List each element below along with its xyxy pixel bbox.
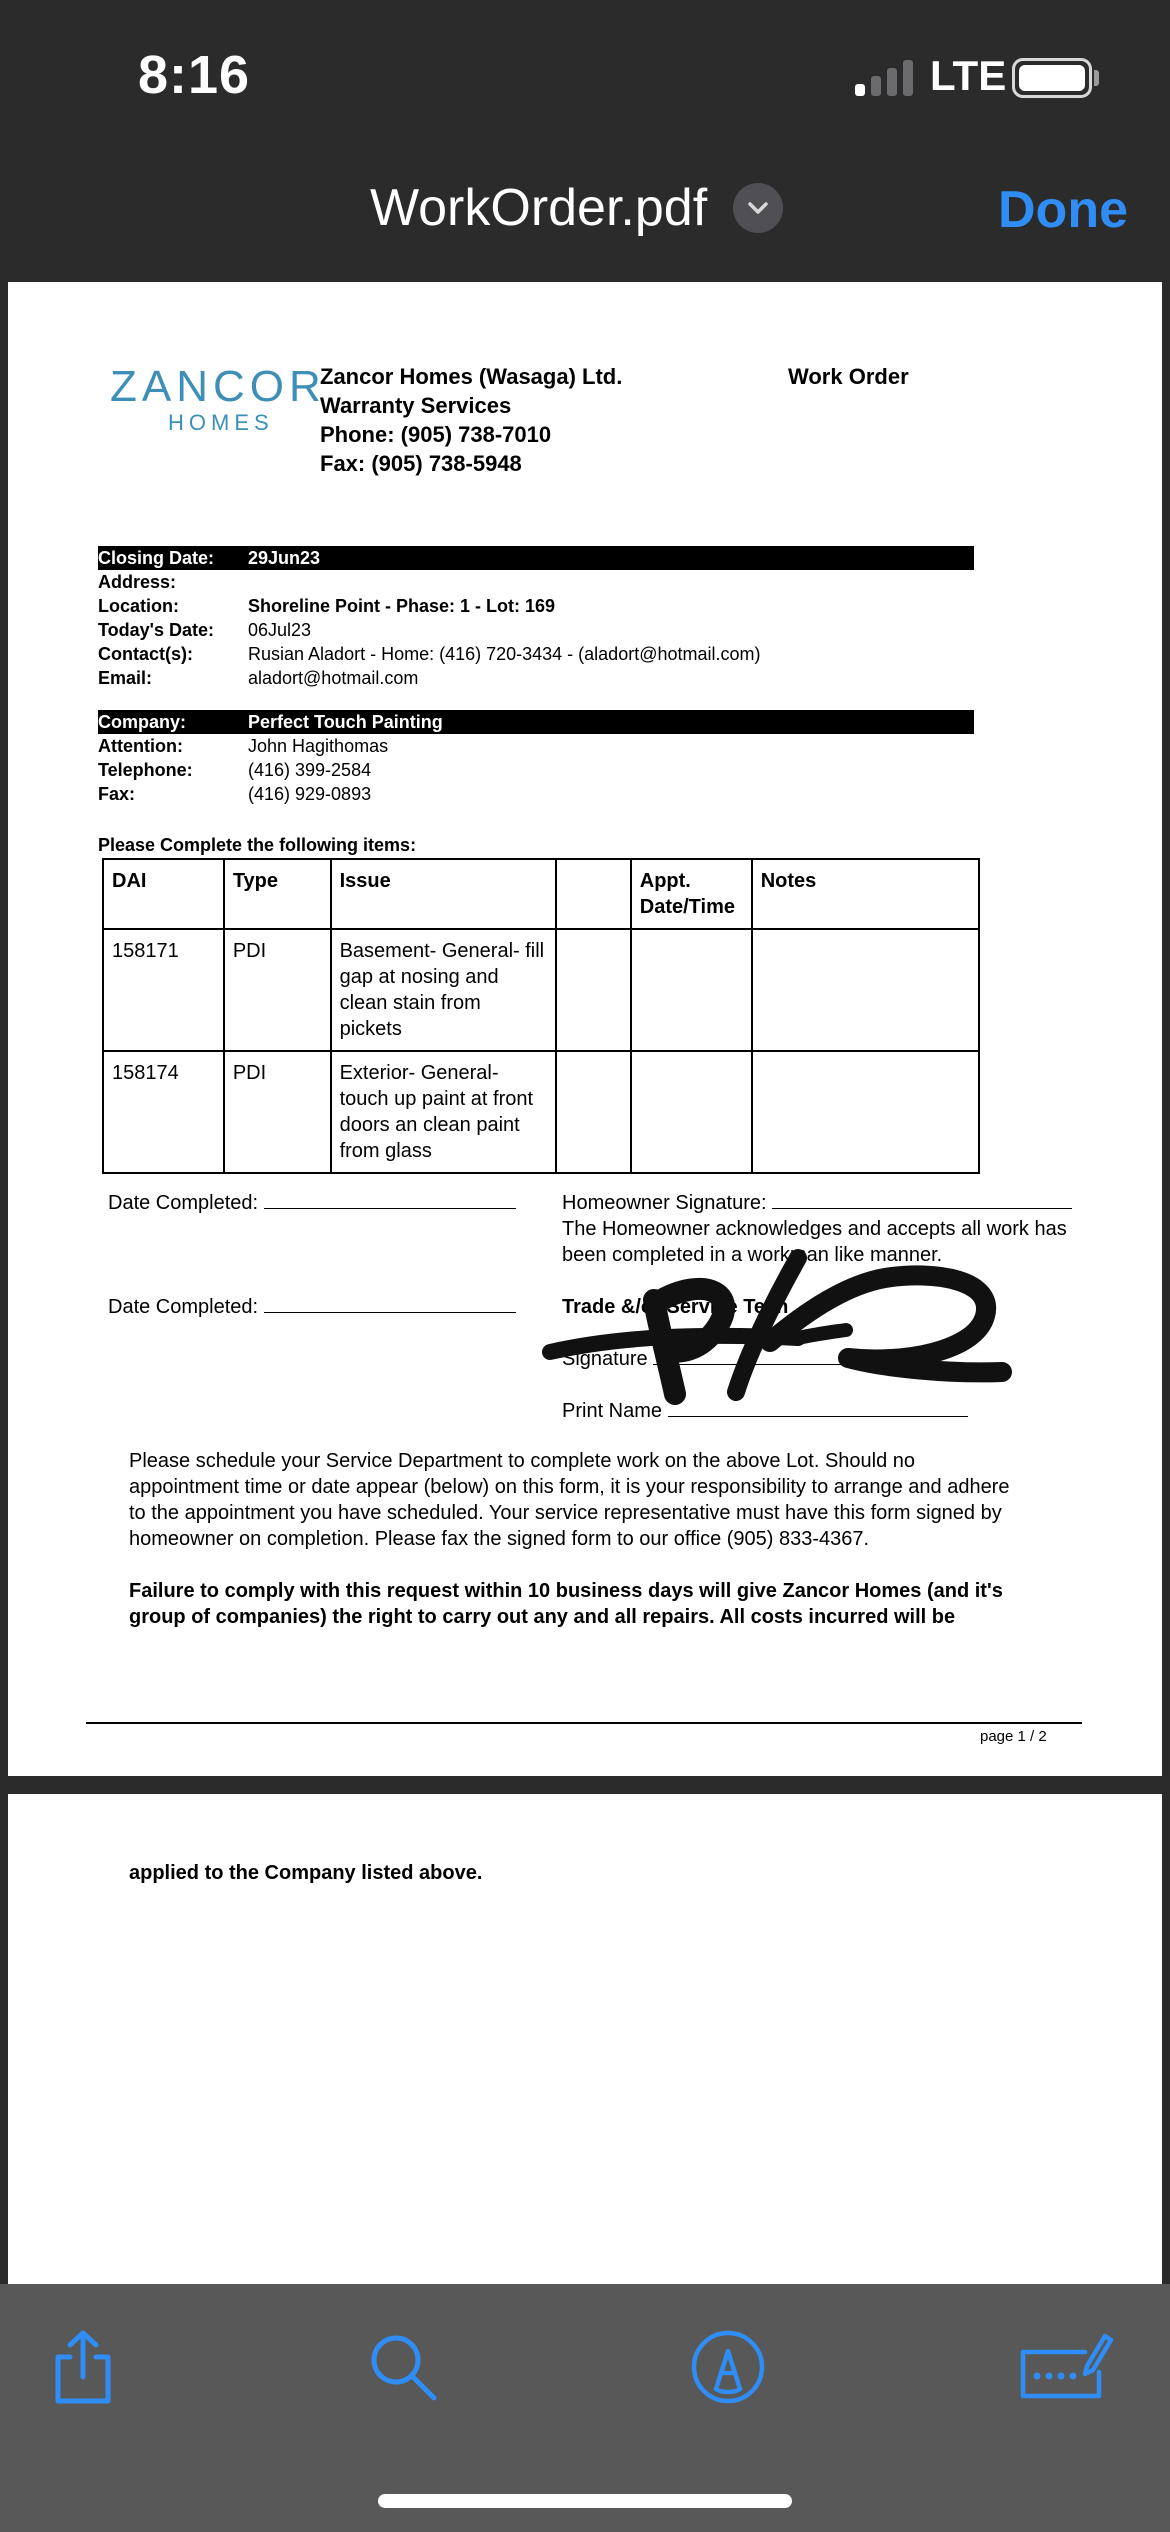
cell-type: PDI bbox=[224, 929, 331, 1051]
company-row bbox=[98, 710, 974, 734]
closing-date-row bbox=[98, 546, 974, 570]
telephone-row bbox=[98, 758, 974, 782]
table-row bbox=[103, 1051, 979, 1173]
table-row bbox=[103, 929, 979, 1051]
todays-date-row bbox=[98, 618, 974, 642]
field-label: Contact(s): bbox=[98, 644, 193, 664]
date-completed-label: Date Completed: bbox=[108, 1192, 259, 1214]
handwritten-signature bbox=[540, 1242, 1020, 1422]
page-number: page 1 / 2 bbox=[980, 1728, 1047, 1745]
share-button[interactable] bbox=[38, 2322, 128, 2412]
field-value: (416) 399-2584 bbox=[248, 760, 372, 780]
field-value: Rusian Aladort - Home: (416) 720-3434 - (aladort@hotmail.com) bbox=[248, 644, 761, 664]
fax-row bbox=[98, 782, 974, 806]
signature-keyboard-button[interactable] bbox=[1010, 2322, 1120, 2412]
field-label: Fax: bbox=[98, 784, 136, 804]
date-completed-label: Date Completed: bbox=[108, 1296, 259, 1318]
chevron-down-icon[interactable] bbox=[733, 183, 783, 233]
status-bar bbox=[0, 0, 1170, 150]
cell-appt bbox=[631, 929, 752, 1051]
share-icon bbox=[48, 2327, 118, 2407]
battery-tip bbox=[1094, 70, 1099, 86]
column-header-blank bbox=[556, 859, 631, 929]
cell-notes bbox=[752, 929, 979, 1051]
cellular-signal-icon bbox=[855, 58, 917, 96]
field-value: 29Jun23 bbox=[248, 548, 321, 568]
field-label: Telephone: bbox=[98, 760, 193, 780]
continued-warning: applied to the Company listed above. bbox=[129, 1862, 483, 1884]
cell-dai: 158171 bbox=[103, 929, 224, 1051]
logo-wordmark: ZANCOR bbox=[110, 362, 326, 411]
print-name-label: Print Name bbox=[562, 1400, 663, 1422]
column-header-notes: Notes bbox=[752, 859, 979, 929]
markup-button[interactable] bbox=[683, 2322, 773, 2412]
homeowner-section bbox=[98, 546, 974, 690]
warning-paragraph: Failure to comply with this request within 10 business days will give Zancor Homes (and it's group of companies) the right to carry out any and all repairs. All costs incurred will be bbox=[129, 1580, 1003, 1628]
date-line bbox=[264, 1191, 516, 1209]
cell-blank bbox=[556, 1051, 631, 1173]
email-row bbox=[98, 666, 974, 690]
battery-icon bbox=[1012, 58, 1092, 98]
field-value: aladort@hotmail.com bbox=[248, 668, 419, 688]
signature-label: Signature bbox=[562, 1348, 648, 1370]
column-header-dai: DAI bbox=[103, 859, 224, 929]
cell-issue: Basement- General- fill gap at nosing and clean stain from pickets bbox=[331, 929, 556, 1051]
date-completed-1 bbox=[108, 1190, 516, 1216]
field-label: Address: bbox=[98, 572, 177, 592]
cell-issue: Exterior- General- touch up paint at front doors an clean paint from glass bbox=[331, 1051, 556, 1173]
contacts-row bbox=[98, 642, 974, 666]
field-value bbox=[248, 570, 974, 594]
carrier-label: LTE bbox=[930, 52, 1007, 99]
cell-type: PDI bbox=[224, 1051, 331, 1173]
markup-icon bbox=[690, 2329, 766, 2405]
field-label: Today's Date: bbox=[98, 620, 214, 640]
done-button[interactable]: Done bbox=[998, 181, 1128, 239]
field-label: Company: bbox=[98, 712, 187, 732]
search-icon bbox=[366, 2330, 440, 2404]
footer-divider bbox=[86, 1722, 1082, 1724]
cell-dai: 158174 bbox=[103, 1051, 224, 1173]
cell-blank bbox=[556, 929, 631, 1051]
title-menu[interactable] bbox=[370, 176, 783, 240]
field-value: (416) 929-0893 bbox=[248, 784, 372, 804]
column-header-appt: Appt. Date/Time bbox=[631, 859, 752, 929]
date-completed-2 bbox=[108, 1294, 516, 1320]
navigation-bar bbox=[0, 150, 1170, 278]
homeowner-signature-label: Homeowner Signature: bbox=[562, 1192, 767, 1214]
logo-subtitle: HOMES bbox=[168, 410, 274, 435]
pdf-page-2 bbox=[8, 1794, 1162, 2284]
date-line bbox=[264, 1295, 516, 1313]
page-separator bbox=[0, 1776, 1170, 1794]
column-header-type: Type bbox=[224, 859, 331, 929]
field-value: 06Jul23 bbox=[248, 620, 312, 640]
contractor-section bbox=[98, 710, 974, 806]
home-indicator[interactable] bbox=[378, 2494, 792, 2508]
homeowner-acknowledgement: The Homeowner acknowledges and accepts all work has been completed in a workman like manner. bbox=[562, 1218, 1067, 1266]
field-label: Closing Date: bbox=[98, 548, 215, 568]
company-dept: Warranty Services bbox=[320, 393, 512, 418]
cell-appt bbox=[631, 1051, 752, 1173]
document-title: WorkOrder.pdf bbox=[370, 179, 708, 237]
location-row bbox=[98, 594, 974, 618]
status-time: 8:16 bbox=[138, 45, 251, 105]
trade-tech-label: Trade &/or Service Tech bbox=[562, 1296, 789, 1318]
table-header-row bbox=[103, 859, 979, 929]
company-info bbox=[320, 362, 622, 478]
field-label: Email: bbox=[98, 668, 153, 688]
attention-row bbox=[98, 734, 974, 758]
cell-notes bbox=[752, 1051, 979, 1173]
pdf-page-1 bbox=[8, 282, 1162, 1776]
search-button[interactable] bbox=[358, 2322, 448, 2412]
document-heading: Work Order bbox=[788, 364, 909, 389]
field-label: Attention: bbox=[98, 736, 183, 756]
items-heading: Please Complete the following items: bbox=[98, 835, 417, 855]
column-header-issue: Issue bbox=[331, 859, 556, 929]
field-value: John Hagithomas bbox=[248, 736, 389, 756]
company-logo bbox=[110, 362, 326, 436]
company-fax: Fax: (905) 738-5948 bbox=[320, 451, 522, 476]
work-items-table bbox=[102, 858, 980, 1174]
field-value: Perfect Touch Painting bbox=[248, 712, 443, 732]
company-phone: Phone: (905) 738-7010 bbox=[320, 422, 552, 447]
keyboard-pen-icon bbox=[1015, 2332, 1115, 2402]
field-value: Shoreline Point - Phase: 1 - Lot: 169 bbox=[248, 596, 556, 616]
signature-line bbox=[772, 1191, 1072, 1209]
instructions-paragraph: Please schedule your Service Department to complete work on the above Lot. Should no appointment time or date appear (below) on this form, it is your responsibility to arrange and adhere to the appointment you have scheduled. Your service representative must have this form signed by homeowner on completion. Please fax the signed form to our office (905) 833-4367. bbox=[129, 1450, 1010, 1550]
company-name: Zancor Homes (Wasaga) Ltd. bbox=[320, 364, 623, 389]
address-row bbox=[98, 570, 974, 594]
field-label: Location: bbox=[98, 596, 179, 616]
